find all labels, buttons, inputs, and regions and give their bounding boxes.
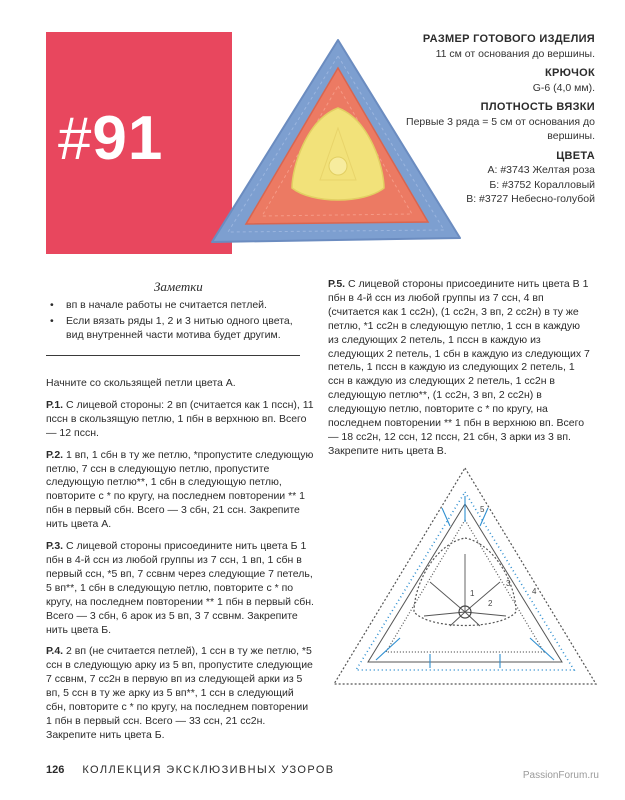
instructions-left — [46, 377, 316, 751]
size-label: РАЗМЕР ГОТОВОГО ИЗДЕЛИЯ — [422, 33, 595, 45]
watermark: PassionForum.ru — [522, 770, 599, 781]
hook-label: КРЮЧОК — [544, 67, 595, 79]
book-title: КОЛЛЕКЦИЯ ЭКСКЛЮЗИВНЫХ УЗОРОВ — [82, 764, 335, 776]
divider — [46, 355, 300, 356]
diagram-label: 1 — [470, 589, 475, 598]
start-instruction: Начните со скользящей петли цвета А. — [46, 377, 236, 389]
note-item: • вп в начале работы не считается петлей. — [46, 298, 311, 313]
row-4: Р.4. 2 вп (не считается петлей), 1 ссн в ту же петлю, *5 ссн в следующую арку из 5 вп, пропустите следующие 7 ссвнм, 7 сс2н в первую вп из следующей арки из 5 вп, 5 ссн в ту же арку из 5 вп**, 1 ссн в следующий сбн, повторите с * по кругу, на последнем повторении 1 пбн в первый ссн. Всего — 33 ссн, 21 сс2н. Закрепите нить цвета Б. — [46, 645, 313, 741]
info-panel — [395, 32, 595, 207]
crochet-diagram — [330, 462, 600, 692]
gauge-value: Первые 3 ряда = 5 см от основания до вершины. — [406, 115, 595, 142]
pattern-number: #91 — [58, 104, 164, 173]
notes-title: Заметки — [154, 279, 203, 294]
row-1: Р.1. С лицевой стороны: 2 вп (считается как 1 пссн), 11 пссн в скользящую петлю, 1 пбн в верхнюю вп. Всего — 12 пссн. — [46, 398, 314, 439]
size-value: 11 см от основания до вершины. — [435, 47, 595, 60]
row-2: Р.2. 1 вп, 1 сбн в ту же петлю, *пропустите следующую петлю, 7 ссн в следующую петлю, пропустите следующую петлю**, 1 сбн в следующую петлю, повторите с * по кругу, на последнем повторении ** 1 пбн в первый сбн. Всего — 3 сбн, 21 ссн. Закрепите нить цвета А. — [46, 448, 314, 531]
color-a: А: #3743 Желтая роза — [487, 164, 595, 176]
page-number: 126 — [46, 764, 65, 776]
diagram-label: 2 — [488, 599, 493, 608]
gauge-label: ПЛОТНОСТЬ ВЯЗКИ — [480, 101, 595, 113]
hook-value: G-6 (4,0 мм). — [532, 81, 595, 94]
color-c: В: #3727 Небесно-голубой — [466, 193, 595, 205]
color-b: Б: #3752 Коралловый — [489, 178, 595, 191]
row-3: Р.3. С лицевой стороны присоедините нить цвета Б 1 пбн в 4-й ссн из любой группы из 7 ссн, 1 вп, 1 сбн в первый ссн, *5 вп, 7 ссвнм через следующие 7 петель, 5 вп**, 1 сбн в следующую петлю, повторите с * по кругу, на последнем повторении ** 1 пбн в первый сбн. Всего — 3 сбн, 6 арок из 5 вп, 3 7 ссвнм. Закрепите нить цвета Б. — [46, 540, 314, 636]
notes-list — [46, 298, 311, 344]
diagram-label: 4 — [532, 587, 537, 596]
diagram-label: 3 — [506, 579, 511, 588]
note-item: • Если вязать ряды 1, 2 и 3 нитью одного цвета, вид внутренней части мотива будет другим. — [46, 314, 311, 343]
diagram-label: 5 — [480, 505, 485, 514]
footer — [46, 764, 335, 776]
instructions-right — [328, 278, 592, 467]
colors-label: ЦВЕТА — [556, 149, 595, 162]
row-5: Р.5. С лицевой стороны присоедините нить цвета В 1 пбн в 4-й ссн из любой группы из 7 ссн, 4 вп (считается как 1 сс2н), (1 сс2н, 3 вп, 2 сс2н) в ту же петлю, *1 сс2н в следующую петлю, 1 ссн в каждую из следующих 2 петель, 1 пссн в каждую из следующих 2 петель, 1 сбн в каждую из следующих 7 петель, 1 пссн в каждую из следующих 2 петель, 1 ссн в каждую из следующих 2 петель, 1 сс2н в следующую петлю**, (1 сс2н, 3 вп, 2 сс2н) в следующую петлю, повторите с * по кругу, на последнем повторении ** 1 пбн в верхнюю вп. Всего — 18 сс2н, 12 ссн, 12 пссн, 21 сбн, 3 арки из 3 вп. Закрепите нить цвета В. — [328, 278, 590, 457]
